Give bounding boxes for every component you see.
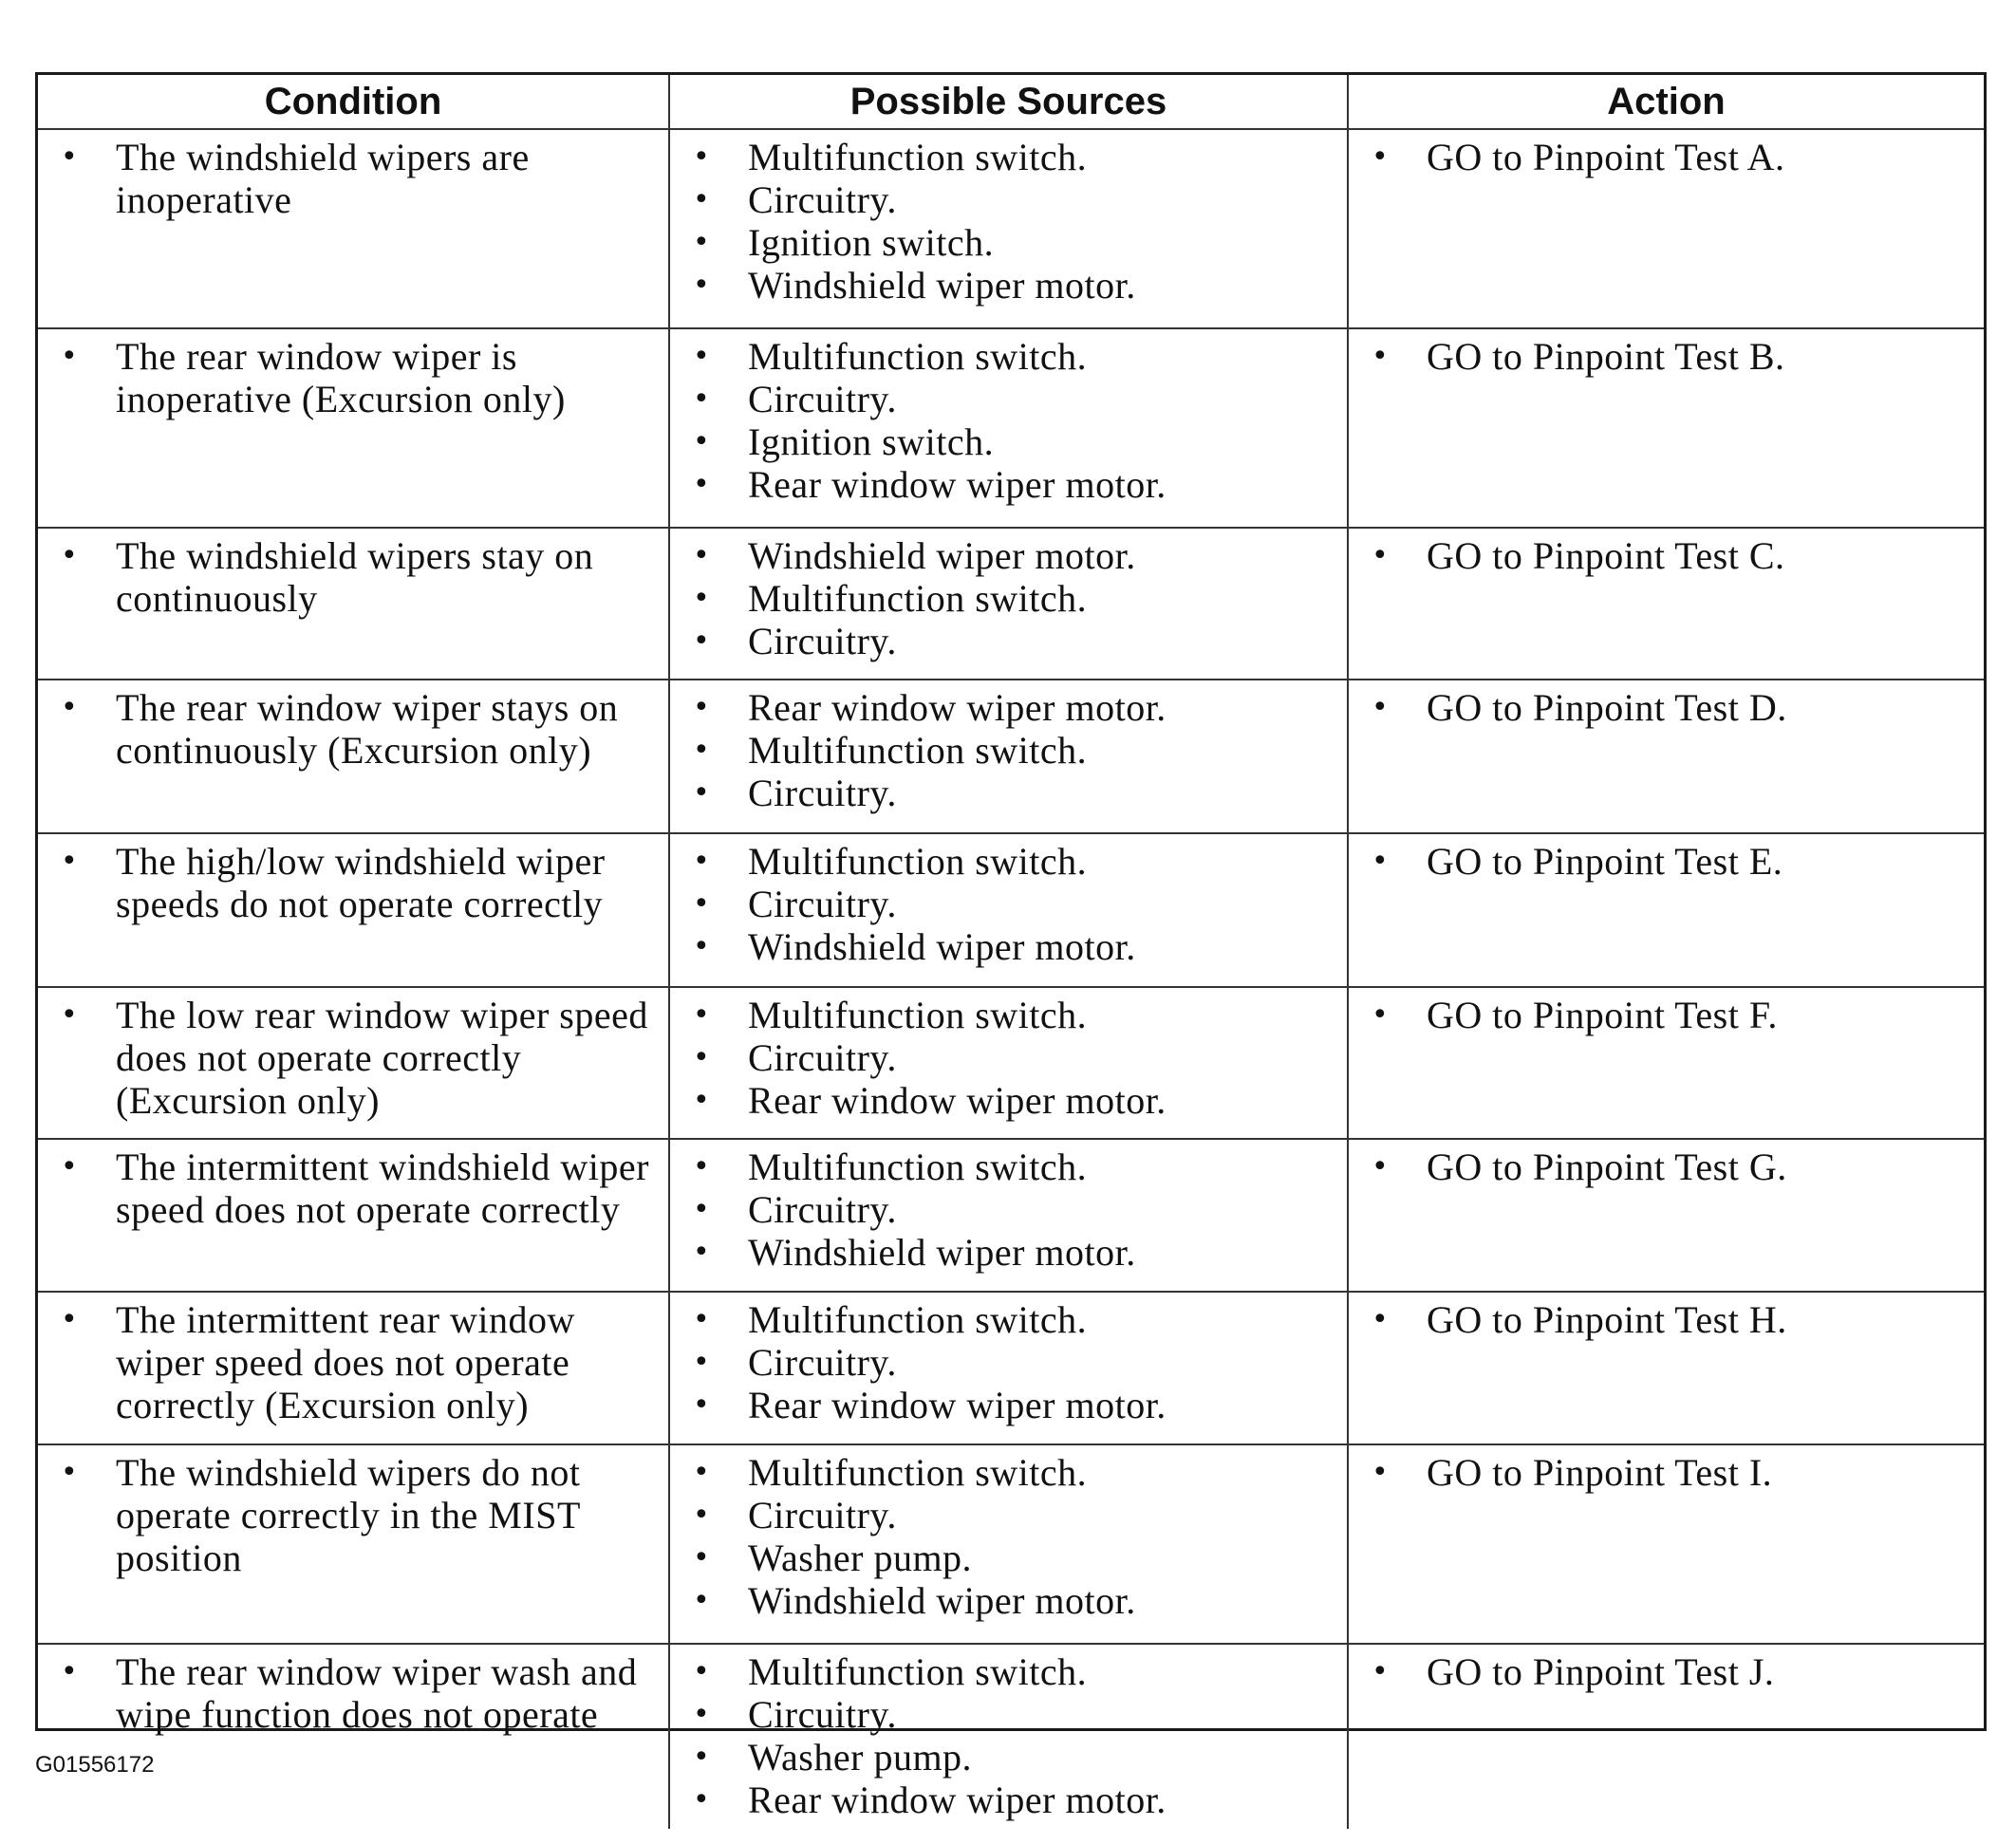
table-row — [38, 1292, 1984, 1444]
source-text: Rear window wiper motor. — [748, 1384, 1167, 1426]
condition-text: The rear window wiper is inoperative (Excursion only) — [116, 335, 566, 420]
condition-text: The windshield wipers are inoperative — [116, 136, 530, 221]
action-item — [1366, 686, 1972, 729]
condition-item — [55, 1650, 657, 1736]
condition-text: The high/low windshield wiper speeds do not operate correctly — [116, 840, 606, 925]
source-text: Circuitry. — [748, 1494, 897, 1537]
bullet-icon: • — [693, 1193, 711, 1226]
action-list — [1366, 994, 1972, 1036]
bullet-icon: • — [693, 340, 711, 373]
source-text: Washer pump. — [748, 1537, 973, 1579]
source-item — [687, 686, 1335, 729]
condition-cell — [38, 1644, 669, 1829]
action-item — [1366, 994, 1972, 1036]
source-text: Rear window wiper motor. — [748, 463, 1167, 506]
source-item — [687, 1736, 1335, 1779]
condition-list — [55, 840, 657, 925]
table-body — [38, 129, 1984, 1829]
sources-list — [687, 994, 1335, 1122]
action-text: GO to Pinpoint Test H. — [1427, 1298, 1787, 1341]
source-item — [687, 1036, 1335, 1079]
source-item — [687, 221, 1335, 264]
bullet-icon: • — [693, 1236, 711, 1269]
condition-text: The rear window wiper stays on continuously (Excursion only) — [116, 686, 619, 772]
sources-cell — [669, 1292, 1348, 1444]
action-cell — [1348, 1644, 1984, 1829]
condition-list — [55, 994, 657, 1122]
source-item — [687, 1579, 1335, 1622]
bullet-icon: • — [693, 468, 711, 501]
source-item — [687, 1537, 1335, 1579]
bullet-icon: • — [61, 691, 79, 724]
source-text: Windshield wiper motor. — [748, 1579, 1136, 1622]
action-text: GO to Pinpoint Test E. — [1427, 840, 1783, 883]
condition-item — [55, 534, 657, 620]
table-row — [38, 680, 1984, 833]
action-cell — [1348, 833, 1984, 987]
source-text: Multifunction switch. — [748, 335, 1088, 378]
bullet-icon: • — [1372, 1655, 1390, 1688]
source-item — [687, 1188, 1335, 1231]
source-text: Multifunction switch. — [748, 994, 1088, 1036]
source-text: Multifunction switch. — [748, 136, 1088, 178]
condition-cell — [38, 987, 669, 1139]
bullet-icon: • — [693, 1655, 711, 1688]
action-text: GO to Pinpoint Test A. — [1427, 136, 1785, 178]
source-text: Circuitry. — [748, 620, 897, 662]
action-text: GO to Pinpoint Test B. — [1427, 335, 1785, 378]
source-text: Rear window wiper motor. — [748, 1079, 1167, 1122]
bullet-icon: • — [1372, 140, 1390, 174]
action-cell — [1348, 1292, 1984, 1444]
bullet-icon: • — [693, 269, 711, 302]
sources-list — [687, 686, 1335, 814]
condition-list — [55, 1146, 657, 1231]
bullet-icon: • — [693, 140, 711, 174]
source-item — [687, 772, 1335, 814]
bullet-icon: • — [693, 539, 711, 572]
bullet-icon: • — [61, 1150, 79, 1183]
source-text: Circuitry. — [748, 378, 897, 420]
sources-list — [687, 1650, 1335, 1821]
table-row — [38, 987, 1984, 1139]
header-action: Action — [1348, 75, 1984, 129]
action-text: GO to Pinpoint Test D. — [1427, 686, 1787, 729]
action-cell — [1348, 680, 1984, 833]
source-item — [687, 1451, 1335, 1494]
source-text: Multifunction switch. — [748, 1650, 1088, 1693]
bullet-icon: • — [693, 1346, 711, 1379]
bullet-icon: • — [693, 1499, 711, 1532]
action-list — [1366, 1146, 1972, 1188]
source-item — [687, 178, 1335, 221]
sources-cell — [669, 1444, 1348, 1644]
action-list — [1366, 335, 1972, 378]
condition-list — [55, 136, 657, 221]
source-text: Washer pump. — [748, 1736, 973, 1779]
condition-item — [55, 136, 657, 221]
bullet-icon: • — [693, 691, 711, 724]
source-item — [687, 925, 1335, 968]
source-item — [687, 335, 1335, 378]
source-text: Circuitry. — [748, 1036, 897, 1079]
condition-item — [55, 1451, 657, 1579]
bullet-icon: • — [1372, 691, 1390, 724]
source-text: Multifunction switch. — [748, 577, 1088, 620]
header-condition: Condition — [38, 75, 669, 129]
bullet-icon: • — [693, 1541, 711, 1574]
source-text: Ignition switch. — [748, 221, 995, 264]
action-text: GO to Pinpoint Test C. — [1427, 534, 1785, 577]
bullet-icon: • — [693, 734, 711, 767]
action-item — [1366, 335, 1972, 378]
sources-list — [687, 136, 1335, 307]
action-text: GO to Pinpoint Test I. — [1427, 1451, 1773, 1494]
bullet-icon: • — [693, 624, 711, 658]
source-text: Rear window wiper motor. — [748, 686, 1167, 729]
bullet-icon: • — [1372, 340, 1390, 373]
source-text: Windshield wiper motor. — [748, 534, 1136, 577]
source-text: Ignition switch. — [748, 420, 995, 463]
action-list — [1366, 840, 1972, 883]
condition-text: The rear window wiper wash and wipe function does not operate — [116, 1650, 638, 1736]
bullet-icon: • — [693, 1041, 711, 1074]
action-item — [1366, 1298, 1972, 1341]
action-item — [1366, 1146, 1972, 1188]
bullet-icon: • — [61, 539, 79, 572]
source-text: Windshield wiper motor. — [748, 264, 1136, 307]
sources-cell — [669, 680, 1348, 833]
action-cell — [1348, 328, 1984, 528]
bullet-icon: • — [693, 1084, 711, 1117]
bullet-icon: • — [693, 776, 711, 810]
source-item — [687, 1146, 1335, 1188]
source-text: Multifunction switch. — [748, 729, 1088, 772]
sources-cell — [669, 1139, 1348, 1292]
condition-text: The intermittent rear window wiper speed does not operate correctly (Excursion only) — [116, 1298, 575, 1426]
source-item — [687, 463, 1335, 506]
table-row — [38, 528, 1984, 680]
source-item — [687, 136, 1335, 178]
bullet-icon: • — [693, 930, 711, 963]
source-item — [687, 1298, 1335, 1341]
source-item — [687, 840, 1335, 883]
bullet-icon: • — [693, 425, 711, 458]
sources-cell — [669, 987, 1348, 1139]
source-item — [687, 1779, 1335, 1821]
action-item — [1366, 1451, 1972, 1494]
action-cell — [1348, 129, 1984, 328]
sources-cell — [669, 528, 1348, 680]
condition-list — [55, 335, 657, 420]
action-list — [1366, 686, 1972, 729]
condition-list — [55, 1451, 657, 1579]
condition-cell — [38, 328, 669, 528]
source-item — [687, 1650, 1335, 1693]
figure-code: G01556172 — [35, 1752, 155, 1778]
source-text: Circuitry. — [748, 772, 897, 814]
source-item — [687, 729, 1335, 772]
sources-cell — [669, 328, 1348, 528]
condition-text: The windshield wipers stay on continuously — [116, 534, 594, 620]
bullet-icon: • — [693, 1584, 711, 1617]
action-list — [1366, 1650, 1972, 1693]
sources-cell — [669, 1644, 1348, 1829]
source-text: Multifunction switch. — [748, 1298, 1088, 1341]
symptom-chart-table — [38, 75, 1984, 1829]
source-item — [687, 420, 1335, 463]
action-item — [1366, 1650, 1972, 1693]
bullet-icon: • — [693, 183, 711, 216]
condition-list — [55, 1650, 657, 1736]
bullet-icon: • — [1372, 1303, 1390, 1336]
source-item — [687, 883, 1335, 925]
condition-item — [55, 335, 657, 420]
source-item — [687, 378, 1335, 420]
condition-list — [55, 686, 657, 772]
action-text: GO to Pinpoint Test G. — [1427, 1146, 1787, 1188]
bullet-icon: • — [693, 1741, 711, 1774]
sources-cell — [669, 129, 1348, 328]
source-item — [687, 577, 1335, 620]
table-row — [38, 833, 1984, 987]
action-item — [1366, 136, 1972, 178]
condition-cell — [38, 680, 669, 833]
source-item — [687, 264, 1335, 307]
source-item — [687, 1341, 1335, 1384]
condition-item — [55, 686, 657, 772]
bullet-icon: • — [61, 340, 79, 373]
source-text: Multifunction switch. — [748, 840, 1088, 883]
source-text: Multifunction switch. — [748, 1451, 1088, 1494]
sources-list — [687, 1451, 1335, 1622]
source-text: Circuitry. — [748, 1188, 897, 1231]
action-text: GO to Pinpoint Test F. — [1427, 994, 1778, 1036]
sources-cell — [669, 833, 1348, 987]
sources-list — [687, 1298, 1335, 1426]
source-item — [687, 1231, 1335, 1274]
condition-cell — [38, 129, 669, 328]
action-cell — [1348, 1444, 1984, 1644]
bullet-icon: • — [693, 1698, 711, 1731]
bullet-icon: • — [61, 1655, 79, 1688]
bullet-icon: • — [693, 1456, 711, 1489]
table-row — [38, 1644, 1984, 1829]
condition-text: The windshield wipers do not operate correctly in the MIST position — [116, 1451, 581, 1579]
condition-item — [55, 994, 657, 1122]
condition-item — [55, 1146, 657, 1231]
condition-cell — [38, 1292, 669, 1444]
bullet-icon: • — [61, 998, 79, 1032]
source-item — [687, 620, 1335, 662]
sources-list — [687, 1146, 1335, 1274]
source-text: Circuitry. — [748, 883, 897, 925]
source-item — [687, 1693, 1335, 1736]
sources-list — [687, 534, 1335, 662]
condition-cell — [38, 1139, 669, 1292]
bullet-icon: • — [1372, 998, 1390, 1032]
condition-list — [55, 534, 657, 620]
table-row — [38, 129, 1984, 328]
source-text: Circuitry. — [748, 1341, 897, 1384]
condition-cell — [38, 528, 669, 680]
action-cell — [1348, 1139, 1984, 1292]
action-cell — [1348, 987, 1984, 1139]
bullet-icon: • — [61, 140, 79, 174]
source-item — [687, 1384, 1335, 1426]
bullet-icon: • — [693, 226, 711, 259]
source-text: Rear window wiper motor. — [748, 1779, 1167, 1821]
bullet-icon: • — [693, 1388, 711, 1422]
condition-item — [55, 840, 657, 925]
source-item — [687, 1079, 1335, 1122]
table-row — [38, 328, 1984, 528]
source-item — [687, 1494, 1335, 1537]
action-item — [1366, 534, 1972, 577]
bullet-icon: • — [693, 887, 711, 921]
bullet-icon: • — [693, 1150, 711, 1183]
action-item — [1366, 840, 1972, 883]
bullet-icon: • — [693, 382, 711, 416]
action-list — [1366, 1451, 1972, 1494]
condition-cell — [38, 833, 669, 987]
bullet-icon: • — [1372, 539, 1390, 572]
condition-cell — [38, 1444, 669, 1644]
action-list — [1366, 136, 1972, 178]
condition-text: The low rear window wiper speed does not operate correctly (Excursion only) — [116, 994, 648, 1122]
action-text: GO to Pinpoint Test J. — [1427, 1650, 1775, 1693]
source-text: Windshield wiper motor. — [748, 925, 1136, 968]
action-cell — [1348, 528, 1984, 680]
bullet-icon: • — [693, 1783, 711, 1816]
condition-text: The intermittent windshield wiper speed does not operate correctly — [116, 1146, 649, 1231]
bullet-icon: • — [693, 998, 711, 1032]
source-text: Circuitry. — [748, 178, 897, 221]
action-list — [1366, 1298, 1972, 1341]
condition-item — [55, 1298, 657, 1426]
bullet-icon: • — [693, 582, 711, 615]
condition-list — [55, 1298, 657, 1426]
bullet-icon: • — [1372, 1456, 1390, 1489]
source-text: Windshield wiper motor. — [748, 1231, 1136, 1274]
source-text: Circuitry. — [748, 1693, 897, 1736]
action-list — [1366, 534, 1972, 577]
source-item — [687, 534, 1335, 577]
sources-list — [687, 840, 1335, 968]
source-text: Multifunction switch. — [748, 1146, 1088, 1188]
table-header-row — [38, 75, 1984, 129]
header-possible-sources: Possible Sources — [669, 75, 1348, 129]
sources-list — [687, 335, 1335, 506]
table-row — [38, 1444, 1984, 1644]
bullet-icon: • — [61, 845, 79, 878]
bullet-icon: • — [693, 845, 711, 878]
bullet-icon: • — [61, 1456, 79, 1489]
source-item — [687, 994, 1335, 1036]
bullet-icon: • — [1372, 1150, 1390, 1183]
bullet-icon: • — [1372, 845, 1390, 878]
bullet-icon: • — [61, 1303, 79, 1336]
table-row — [38, 1139, 1984, 1292]
bullet-icon: • — [693, 1303, 711, 1336]
